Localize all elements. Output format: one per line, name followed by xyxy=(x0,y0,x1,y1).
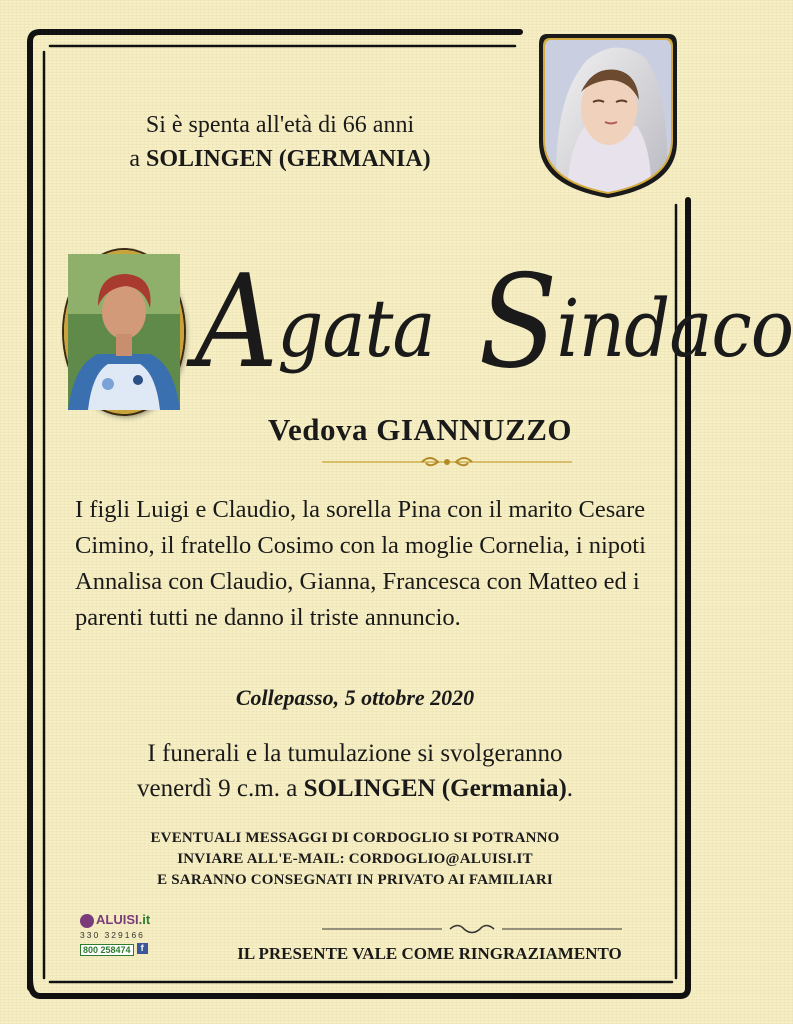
widow-subtitle: Vedova GIANNUZZO xyxy=(268,412,572,447)
funeral-line-2 xyxy=(80,771,630,806)
place-date: Collepasso, 5 ottobre 2020 xyxy=(235,685,475,710)
first-name-rest: gata xyxy=(277,282,435,375)
condolence-notice xyxy=(80,828,630,891)
intro-place-prefix: a xyxy=(129,146,146,172)
announcement-text: I figli Luigi e Claudio, la sorella Pina con il marito Cesare Cimino, il fratello Cosimo con la moglie Cornelia, i nipoti Annalisa con Claudio, Gianna, Francesca con Matteo ed i parenti tutti ne danno il triste annuncio. xyxy=(75,496,646,631)
logo-green-number: 800 258474 xyxy=(80,944,134,956)
logo-mark-icon xyxy=(80,914,94,928)
footer-ornament xyxy=(322,921,622,937)
notice-line-3: E SARANNO CONSEGNATI IN PRIVATO AI FAMILIARI xyxy=(157,872,553,888)
deceased-name xyxy=(195,248,793,398)
intro-text xyxy=(80,108,480,176)
last-name-rest: indaco xyxy=(556,282,793,375)
madonna-image xyxy=(537,30,679,198)
last-name-initial: S xyxy=(478,248,557,397)
portrait-image xyxy=(68,254,180,410)
ornament-divider xyxy=(322,452,572,472)
logo-phone: 330 329166 xyxy=(80,929,145,940)
facebook-icon: f xyxy=(137,943,148,954)
notice-line-1: EVENTUALI MESSAGGI DI CORDOGLIO SI POTRANNO xyxy=(150,830,560,846)
funeral-place: SOLINGEN (Germania) xyxy=(303,775,567,802)
notice-line-2: INVIARE ALL'E-MAIL: CORDOGLIO@ALUISI.IT xyxy=(177,851,533,867)
funeral-date: venerdì 9 c.m. a xyxy=(136,775,304,802)
intro-age-line: Si è spenta all'età di 66 anni xyxy=(145,112,415,138)
portrait-photo xyxy=(64,250,184,414)
thanks-line: IL PRESENTE VALE COME RINGRAZIAMENTO xyxy=(237,944,622,963)
funeral-suffix: . xyxy=(566,775,574,802)
funeral-info xyxy=(80,736,630,806)
logo-brand: ALUISI.it xyxy=(80,912,180,928)
funeral-line-1: I funerali e la tumulazione si svolgeranno xyxy=(147,740,563,767)
aluisi-logo xyxy=(80,912,180,968)
intro-place-name: SOLINGEN (GERMANIA) xyxy=(145,146,431,172)
first-name-initial: A xyxy=(195,248,278,397)
intro-place-line xyxy=(80,142,480,176)
